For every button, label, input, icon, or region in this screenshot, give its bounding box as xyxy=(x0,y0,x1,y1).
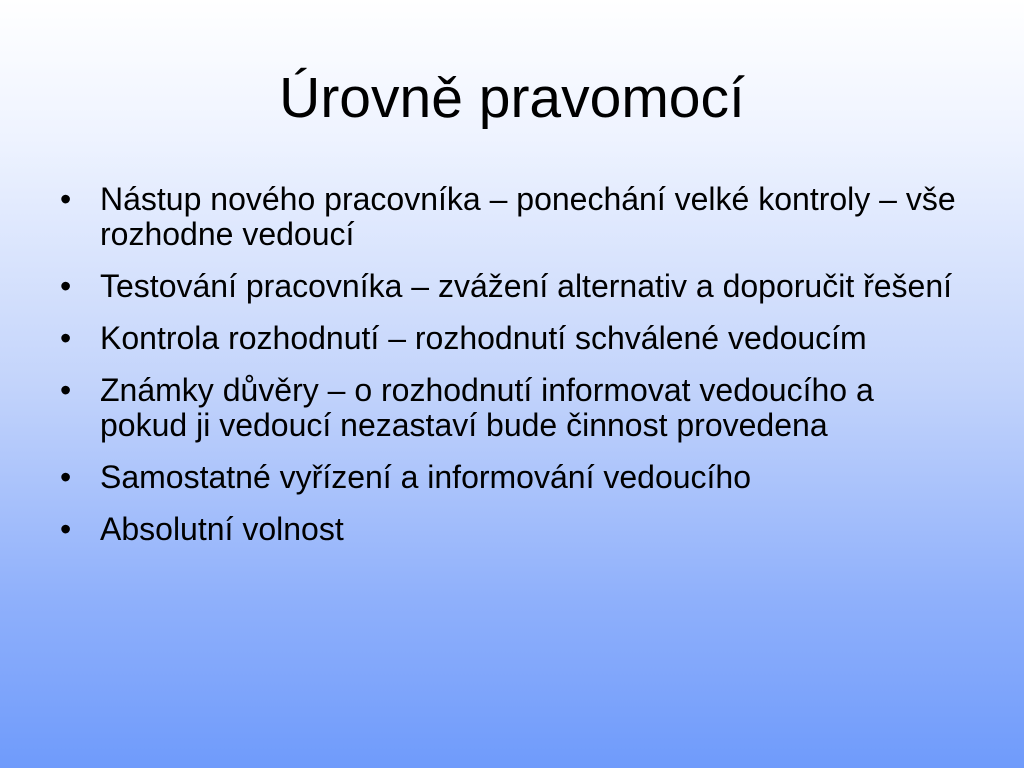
bullet-text: Testování pracovníka – zvážení alternativ a doporučit řešení xyxy=(100,268,953,304)
bullet-text: Známky důvěry – o rozhodnutí informovat vedoucího a pokud ji vedoucí nezastaví bude činnost provedena xyxy=(100,372,874,443)
slide-title: Úrovně pravomocí xyxy=(279,66,745,130)
bullet-marker-icon: • xyxy=(60,268,72,304)
bullet-marker-icon: • xyxy=(60,320,72,356)
bullet-marker-icon: • xyxy=(60,459,72,495)
bullet-item-2 xyxy=(56,269,956,304)
bullet-item-5 xyxy=(56,460,956,495)
bullet-item-4 xyxy=(56,373,956,443)
bullet-marker-icon: • xyxy=(60,372,72,408)
bullet-item-3 xyxy=(56,321,956,356)
bullet-item-1 xyxy=(56,182,956,252)
bullet-marker-icon: • xyxy=(60,181,72,217)
bullet-text: Nástup nového pracovníka – ponechání velké kontroly – vše rozhodne vedoucí xyxy=(100,181,956,252)
bullet-list xyxy=(56,182,956,564)
bullet-text: Samostatné vyřízení a informování vedoucího xyxy=(100,459,752,495)
bullet-text: Absolutní volnost xyxy=(100,511,344,547)
bullet-item-6 xyxy=(56,512,956,547)
bullet-marker-icon: • xyxy=(60,511,72,547)
bullet-text: Kontrola rozhodnutí – rozhodnutí schválené vedoucím xyxy=(100,320,867,356)
